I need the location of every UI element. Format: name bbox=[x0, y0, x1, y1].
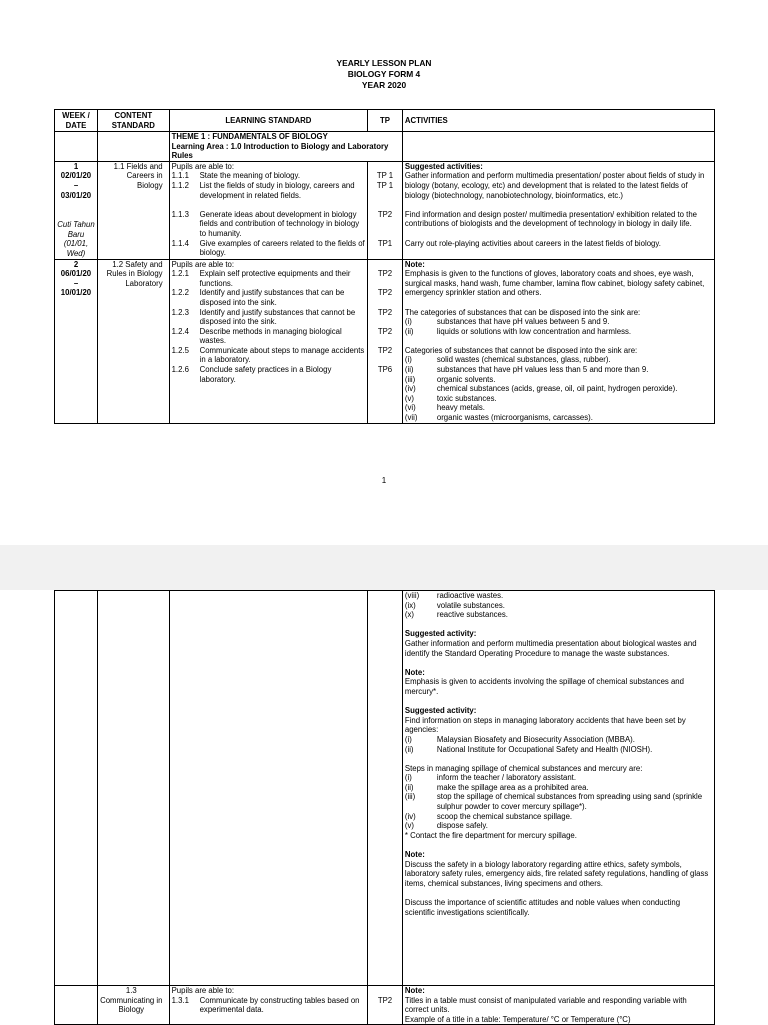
learning-standard-cell-2: Pupils are able to: 1.2.1 Explain self protective equipments and their functions. 1.2.2 Identify and justify substances that can be disposed into the sink. 1.2.3 Identify and justify substances that cannot be disposed into the sink. 1.2.4 Describe methods in managing biological wastes. 1.2.5 Communicate about steps to manage accidents in a laboratory. 1.2.6 Conclude safety practices in a Biology laboratory. bbox=[169, 259, 368, 423]
page-number: 1 bbox=[381, 476, 387, 485]
col-header-activities: ACTIVITIES bbox=[402, 110, 714, 132]
learning-area: Learning Area : 1.0 Introduction to Biology and Laboratory Rules bbox=[171, 141, 389, 161]
col-header-learning: LEARNING STANDARD bbox=[169, 110, 368, 132]
page-2 bbox=[0, 590, 768, 1024]
content-standard-1-3: 1.3 Communicating in Biology bbox=[97, 986, 169, 1025]
table-row-1-3 bbox=[55, 986, 715, 1025]
table-header-row bbox=[55, 110, 715, 132]
table-row-week-1 bbox=[55, 161, 715, 259]
learning-standard-cell-3: Pupils are able to: 1.3.1 Communicate by constructing tables based on experimental data. bbox=[169, 986, 368, 1025]
activities-cell-2: Note: Emphasis is given to the functions of gloves, laboratory coats and shoes, eye wash, surgical masks, hand wash, fume chamber, lamina flow cabinet, biology safety cabinet, emergency sprinkler station and others. The categories of substances that can be disposed into the sink are: (i) substances that have pH values between 5 and 9. (ii) liquids or solutions with low concentration and harmless. Categories of substances that cannot be disposed into the sink are: (i) solid wastes (chemical substances, glass, rubber). (ii) substances that have pH values less than 5 and more than 9. (iii) organic solvents. (iv) chemical substances (acids, grease, oil, oil paint, hydrogen peroxide). (v) toxic substances. (vi) heavy metals. (vii) organic wastes (microorganisms, carcasses). bbox=[402, 259, 714, 423]
content-standard-1-1: 1.1 Fields and Careers in Biology bbox=[97, 161, 169, 259]
week-2-cell: 2 06/01/20 – 10/01/20 bbox=[55, 259, 98, 423]
col-header-tp: TP bbox=[368, 110, 403, 132]
table-row-week-2 bbox=[55, 259, 715, 423]
lesson-plan-table bbox=[54, 109, 715, 424]
doc-title-line-3: YEAR 2020 bbox=[361, 80, 407, 90]
activities-cell-1: Suggested activities: Gather information and perform multimedia presentation/ poster about fields of study in biology (botany, ecology, etc) and development that is related to the latest fields of biology (biotechnology, nanobiotechnology, bioinformatics, etc.) Find information and design poster/ multimedia presentation/ exhibition related to the contributions of biologists and the development of technology in biology in daily life. Carry out role-playing activities about careers in the latest fields of biology. bbox=[402, 161, 714, 259]
theme-row bbox=[55, 132, 715, 162]
theme-title: THEME 1 : FUNDAMENTALS OF BIOLOGY bbox=[171, 132, 328, 141]
learning-standard-cell-1: Pupils are able to: 1.1.1 State the meaning of biology. 1.1.2 List the fields of study in biology, careers and development in related fields. 1.1.3 Generate ideas about development in biology fields and contribution of technology in biology to humanity. 1.1.4 Give examples of careers related to the fields of biology. bbox=[169, 161, 368, 259]
col-header-week: WEEK / DATE bbox=[55, 110, 98, 132]
page-gap bbox=[0, 545, 768, 590]
week-1-cell: 1 02/01/20 – 03/01/20 Cuti Tahun Baru (01/01, Wed) bbox=[55, 161, 98, 259]
doc-title-line-2: BIOLOGY FORM 4 bbox=[347, 69, 421, 79]
activities-cell-3: Note: Titles in a table must consist of manipulated variable and responding variable with correct units. Example of a title in a table: Temperature/ °C or Temperature (°C) bbox=[402, 986, 714, 1025]
table-row-week-2-continued bbox=[55, 591, 715, 986]
tp-cell-1: TP 1 TP 1 TP2 TP1 bbox=[368, 161, 403, 259]
tp-cell-3: TP2 bbox=[368, 986, 403, 1025]
theme-cell bbox=[169, 132, 402, 162]
lesson-plan-table-continued bbox=[54, 590, 715, 1025]
content-standard-1-2: 1.2 Safety and Rules in Biology Laboratory bbox=[97, 259, 169, 423]
activities-cell-2-continued: (viii) radioactive wastes. (ix) volatile substances. (x) reactive substances. Suggested activity: Gather information and perform multimedia presentation about biological wastes and identify the Standard Operating Procedure to manage the waste substances. Note: Emphasis is given to accidents involving the spillage of chemical substances and mercury*. Suggested activity: Find information on steps in managing laboratory accidents that have been set by agencies: (i) Malaysian Biosafety and Biosecurity Association (MBBA). (ii) National Institute for Occupational Safety and Health (NIOSH). Steps in managing spillage of chemical substances and mercury are: (i) inform the teacher / laboratory assistant. (ii) make the spillage area as a prohibited area. (iii) stop the spillage of chemical substances from spreading using sand (sprinkle sulphur powder to cover mercury spillage*). (iv) scoop the chemical substance spillage. (v) dispose safely. * Contact the fire department for mercury spillage. Note: Discuss the safety in a biology laboratory regarding attire ethics, safety symbols, laboratory safety rules, emergency aids, fire related safety regulations, handling of glass items, chemical substances, living specimens and others. Discuss the importance of scientific attitudes and noble values when conducting scientific investigations scientifically. bbox=[402, 591, 714, 986]
holiday-note: Cuti Tahun Baru (01/01, Wed) bbox=[57, 220, 95, 258]
doc-title-line-1: YEARLY LESSON PLAN bbox=[336, 58, 432, 68]
col-header-content: CONTENT STANDARD bbox=[97, 110, 169, 132]
tp-cell-2: TP2 TP2 TP2 TP2 TP2 TP6 bbox=[368, 259, 403, 423]
